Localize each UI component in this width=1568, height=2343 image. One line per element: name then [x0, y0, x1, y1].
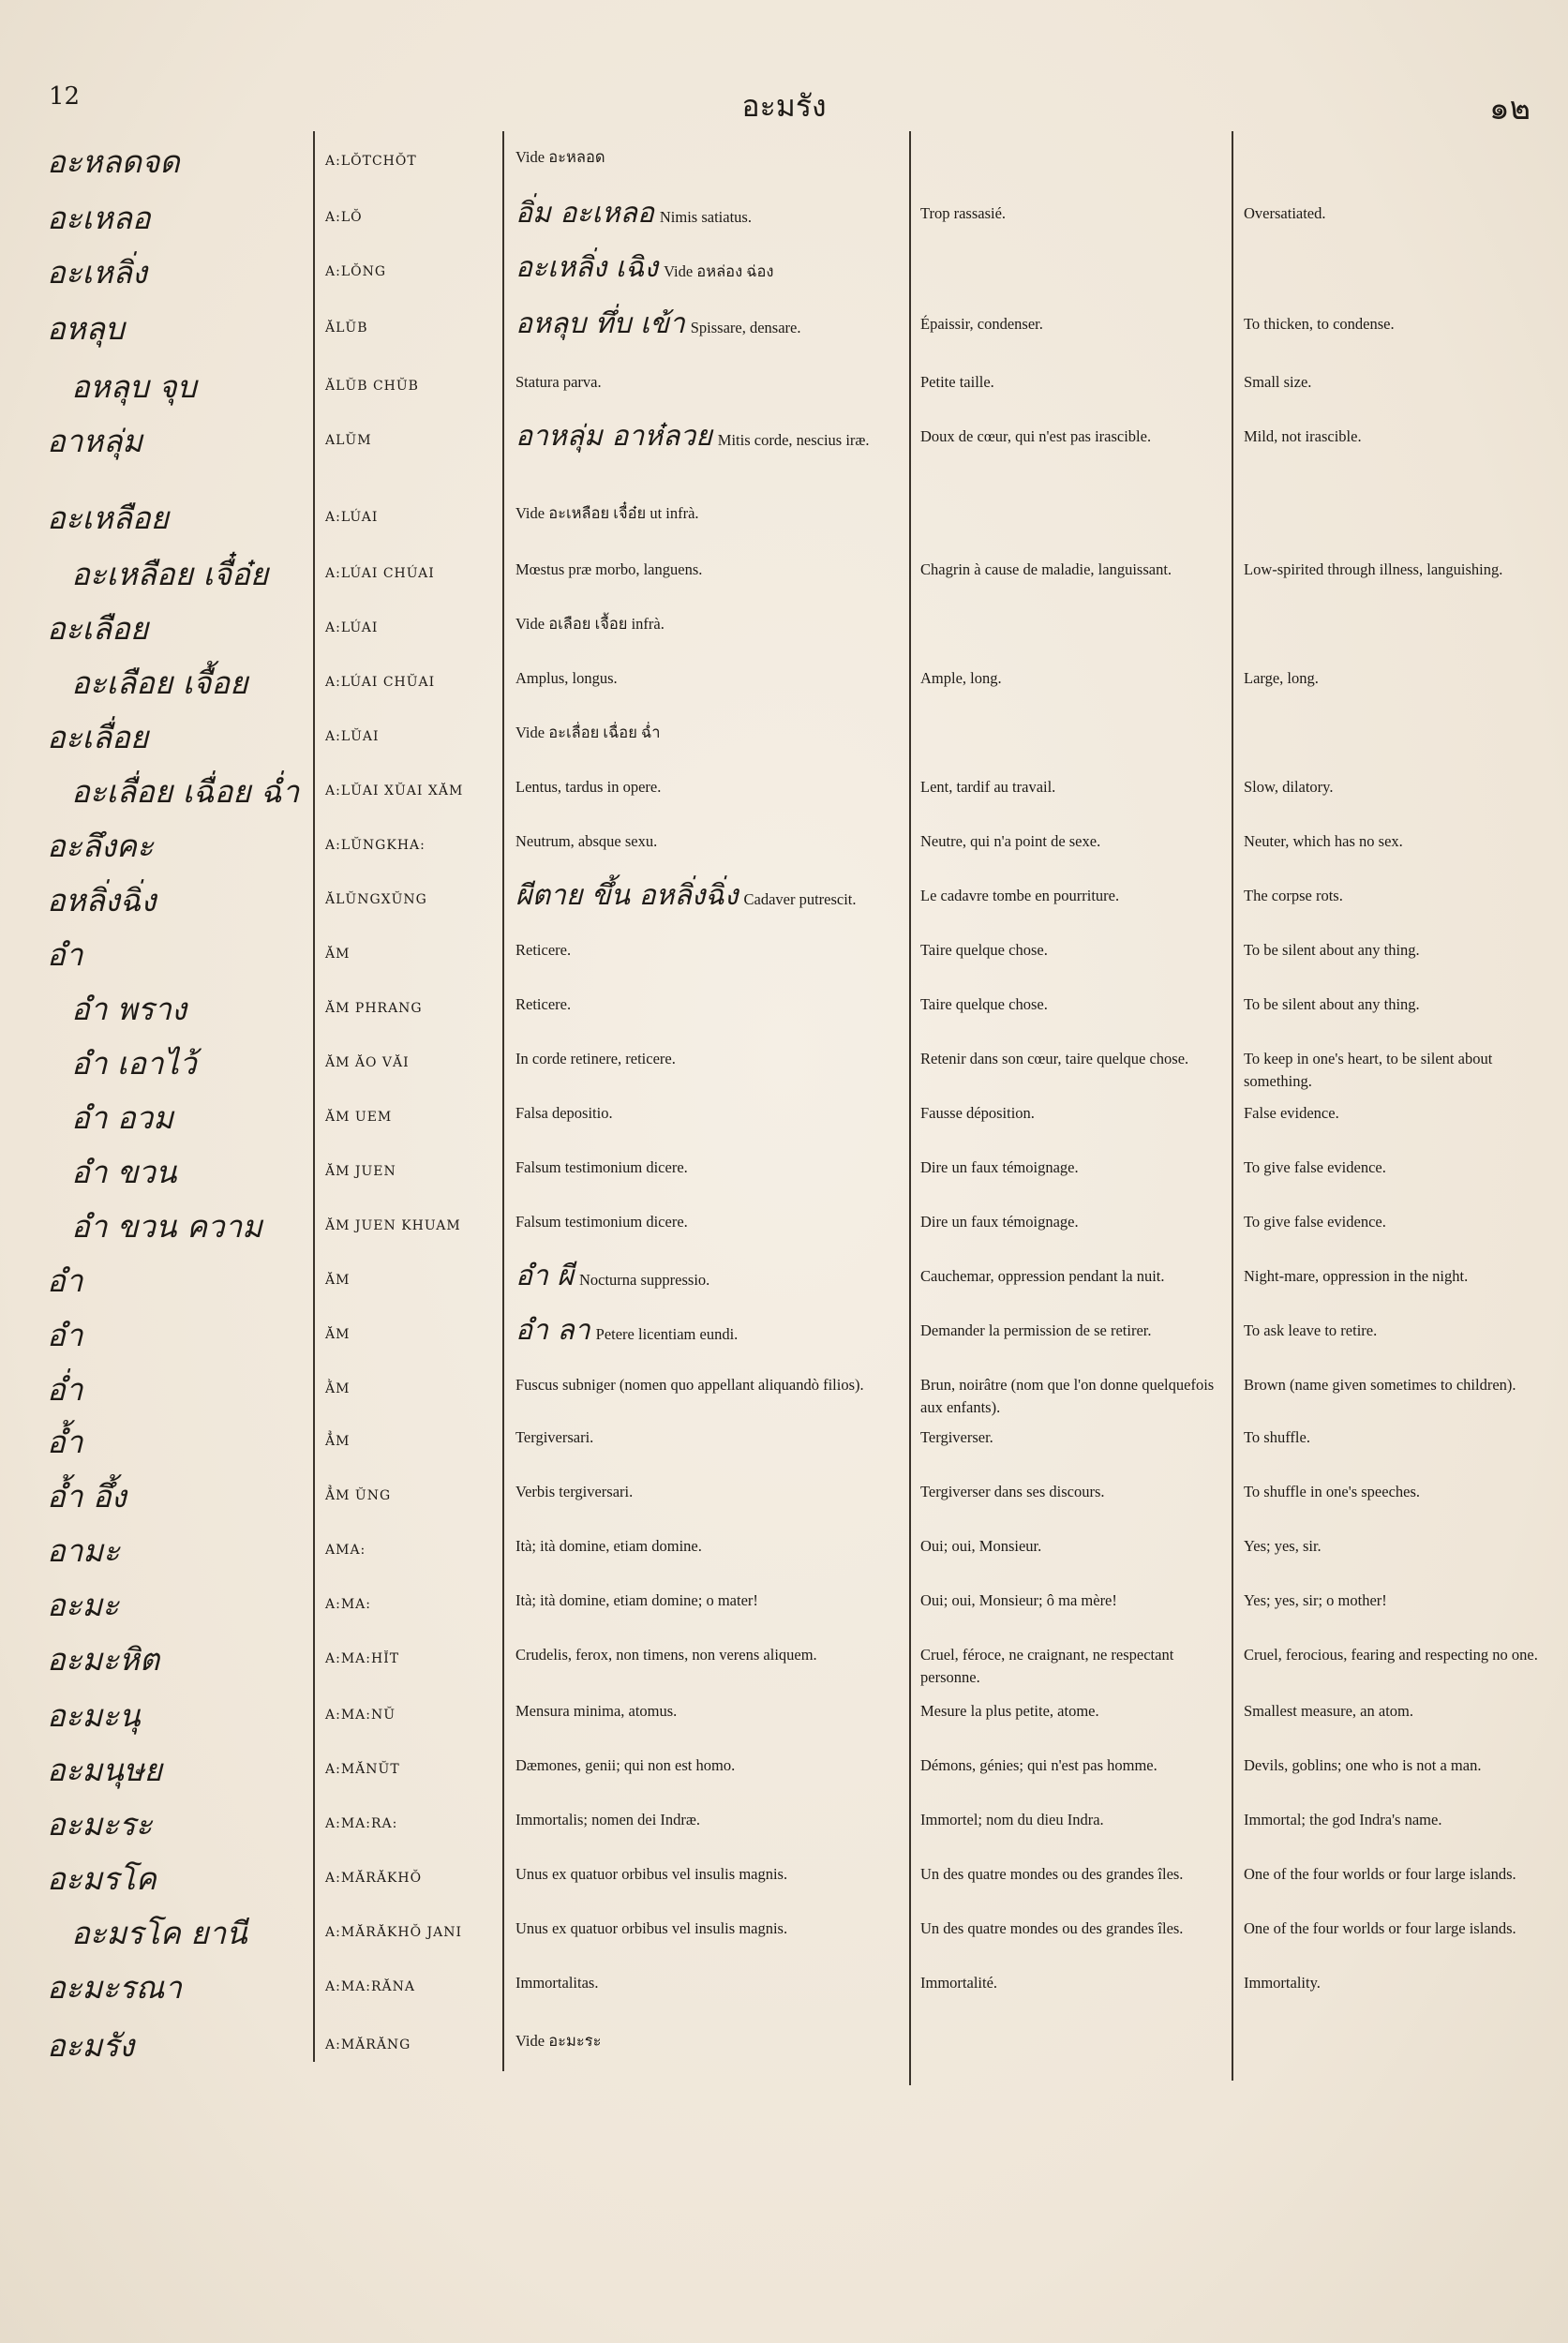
entry-latin: [515, 1700, 907, 1723]
entry-latin: [515, 1157, 907, 1179]
entry-thai-headword: อำ อวม: [71, 1099, 173, 1136]
entry-french: Retenir dans son cœur, taire quelque chose.: [920, 1050, 1189, 1067]
entry-romanization: A:LŬAI XŬAI XĂM: [325, 783, 464, 798]
entry-latin-text: Unus ex quatuor orbibus vel insulis magnis.: [515, 1865, 788, 1883]
entry-english: To shuffle.: [1244, 1428, 1310, 1446]
entry-latin: [515, 251, 907, 284]
entry-latin-thai-phrase: อิ่ม อะเหลอ: [515, 197, 654, 230]
entry-latin: [515, 371, 907, 394]
entry-latin: [515, 1535, 907, 1558]
entry-english: Immortality.: [1244, 1974, 1321, 1992]
entry-row: [0, 307, 1568, 352]
entry-romanization: A:MĂNŬT: [325, 1762, 400, 1777]
entry-latin-text: Mœstus præ morbo, languens.: [515, 560, 703, 578]
entry-thai-headword: อะหลดจด: [47, 143, 180, 180]
entry-latin-text: Falsa depositio.: [515, 1104, 613, 1122]
entry-latin: [515, 1754, 907, 1777]
entry-latin: [515, 667, 907, 690]
entry-thai-headword: อ้ำ อึ้ง: [47, 1478, 127, 1515]
entry-french: Trop rassasié.: [920, 204, 1007, 222]
entry-latin: [515, 1374, 907, 1396]
entry-french: Taire quelque chose.: [920, 941, 1048, 959]
entry-thai-headword: อะเหลอ: [47, 200, 151, 236]
entry-french: Demander la permission de se retirer.: [920, 1321, 1152, 1339]
entry-latin: [515, 197, 907, 230]
entry-romanization: ẰM: [325, 1381, 351, 1396]
entry-romanization: ĂM: [325, 947, 351, 962]
entry-thai-headword: อหลุบ จุบ: [71, 368, 197, 405]
entry-row: [0, 1097, 1568, 1142]
entry-romanization: ẲM: [325, 1434, 351, 1449]
entry-latin: [515, 1918, 907, 1940]
entry-french: Chagrin à cause de maladie, languissant.: [920, 560, 1172, 578]
entry-english: Smallest measure, an atom.: [1244, 1702, 1413, 1720]
entry-french: Démons, génies; qui n'est pas homme.: [920, 1756, 1157, 1774]
entry-romanization: A:MA:RA:: [325, 1816, 398, 1831]
entry-latin-text: Fuscus subniger (nomen quo appellant aliquandò filios).: [515, 1376, 864, 1394]
entry-thai-headword: อะเหลือย เจื๋อ๋ย: [71, 556, 269, 592]
thai-page-number: ๑๒: [1489, 90, 1531, 127]
entry-latin-text: Mensura minima, atomus.: [515, 1702, 678, 1720]
entry-latin: [515, 1644, 907, 1666]
entry-english: To give false evidence.: [1244, 1158, 1386, 1176]
entry-latin-thai-phrase: ผีตาย ขึ้น อหลิ่งฉิ่ง: [515, 879, 739, 912]
entry-english: To give false evidence.: [1244, 1213, 1386, 1231]
entry-latin-text: Vide อหล่อง ฉ่อง: [664, 262, 774, 280]
entry-row: [0, 420, 1568, 465]
entry-english: To shuffle in one's speeches.: [1244, 1483, 1421, 1500]
entry-english: False evidence.: [1244, 1104, 1339, 1122]
entry-french: Tergiverser.: [920, 1428, 993, 1446]
entry-latin-text: Unus ex quatuor orbibus vel insulis magnis.: [515, 1919, 788, 1937]
entry-latin-text: Mitis corde, nescius iræ.: [717, 431, 870, 449]
entry-latin-text: Vide อเลือย เจื้อย infrà.: [515, 615, 665, 633]
entry-latin-thai-phrase: อาหลุ่ม อาห๋ลวย: [515, 420, 712, 453]
entry-thai-headword: อำ ขวน: [71, 1154, 177, 1190]
entry-latin: [515, 1048, 907, 1070]
entry-thai-headword: อหลุบ: [47, 310, 125, 347]
entry-english: The corpse rots.: [1244, 887, 1343, 904]
entry-row: [0, 1803, 1568, 1848]
entry-thai-headword: อะมะหิต: [47, 1641, 160, 1678]
entry-latin-text: Vide อะมะระ: [515, 2032, 602, 2050]
entry-row: [0, 1912, 1568, 1957]
entry-thai-headword: อะเหลือย: [47, 500, 169, 536]
entry-thai-headword: อะเลื่อย เฉื่อย ฉ่ำ: [71, 773, 300, 810]
entry-romanization: A:LÚAI CHÚAI: [325, 566, 435, 581]
entry-row: [0, 251, 1568, 296]
entry-romanization: AMA:: [325, 1543, 366, 1558]
entry-latin-text: Immortalis; nomen dei Indræ.: [515, 1811, 701, 1828]
entry-latin-text: Vide อะเหลือย เจื๋อ๋ย ut infrà.: [515, 504, 699, 522]
entry-row: [0, 553, 1568, 598]
entry-latin: [515, 559, 907, 581]
entry-row: [0, 1151, 1568, 1196]
entry-romanization: A:LÚAI: [325, 510, 379, 525]
entry-romanization: ĂM UEM: [325, 1110, 393, 1125]
entry-french: Oui; oui, Monsieur; ô ma mère!: [920, 1591, 1117, 1609]
entry-latin-text: In corde retinere, reticere.: [515, 1050, 676, 1067]
entry-row: [0, 1749, 1568, 1794]
entry-romanization: ALŬM: [325, 433, 372, 448]
entry-thai-headword: อะมะ: [47, 1587, 120, 1623]
entry-row: [0, 366, 1568, 410]
entry-romanization: A:MA:NŬ: [325, 1708, 396, 1723]
entry-row: [0, 1314, 1568, 1359]
entry-thai-headword: อามะ: [47, 1532, 120, 1569]
entry-thai-headword: อำ: [47, 936, 83, 973]
entry-latin-text: Reticere.: [515, 941, 572, 959]
entry-latin-text: Ità; ità domine, etiam domine; o mater!: [515, 1591, 758, 1609]
entry-romanization: ĂLŬB: [325, 321, 368, 336]
entry-latin-text: Falsum testimonium dicere.: [515, 1213, 688, 1231]
entry-english: To ask leave to retire.: [1244, 1321, 1378, 1339]
entry-row: [0, 1260, 1568, 1305]
entry-french: Brun, noirâtre (nom que l'on donne quelquefois aux enfants).: [920, 1376, 1215, 1416]
entry-english: Devils, goblins; one who is not a man.: [1244, 1756, 1482, 1774]
entry-english: Small size.: [1244, 373, 1312, 391]
entry-thai-headword: อะมะระ: [47, 1806, 153, 1843]
entry-row: [0, 716, 1568, 761]
entry-romanization: A:MĂRĂKHŎ: [325, 1871, 423, 1886]
entry-english: Oversatiated.: [1244, 204, 1326, 222]
entry-latin: [515, 1481, 907, 1503]
entry-romanization: ĂLŬNGXŬNG: [325, 892, 427, 907]
page-number: 12: [49, 82, 81, 111]
entry-latin-text: Ità; ità domine, etiam domine.: [515, 1537, 702, 1555]
entry-latin: [515, 1260, 907, 1292]
entry-latin: [515, 2030, 907, 2052]
entry-french: Lent, tardif au travail.: [920, 778, 1056, 796]
entry-romanization: ĂM: [325, 1327, 351, 1342]
entry-row: [0, 1530, 1568, 1574]
entry-latin-thai-phrase: อำ ลา: [515, 1314, 590, 1347]
entry-latin-text: Verbis tergiversari.: [515, 1483, 634, 1500]
entry-latin: [515, 830, 907, 853]
entry-french: Taire quelque chose.: [920, 995, 1048, 1013]
entry-french: Doux de cœur, qui n'est pas irascible.: [920, 427, 1152, 445]
entry-latin-thai-phrase: อำ ผี: [515, 1260, 574, 1292]
entry-romanization: ĂM PHRANG: [325, 1001, 423, 1016]
entry-english: Brown (name given sometimes to children).: [1244, 1376, 1516, 1394]
entry-english: To keep in one's heart, to be silent about something.: [1244, 1050, 1493, 1090]
entry-romanization: A:LŎ: [325, 210, 363, 225]
entry-latin: [515, 1863, 907, 1886]
entry-french: Dire un faux témoignage.: [920, 1158, 1079, 1176]
entry-romanization: A:LŎNG: [325, 264, 387, 279]
entry-row: [0, 1368, 1568, 1416]
entry-french: Tergiverser dans ses discours.: [920, 1483, 1105, 1500]
entry-french: Immortalité.: [920, 1974, 998, 1992]
entry-row: [0, 197, 1568, 242]
entry-thai-headword: อะมะรณา: [47, 1969, 182, 2006]
entry-latin: [515, 1972, 907, 1994]
entry-row: [0, 1638, 1568, 1686]
entry-latin-text: Amplus, longus.: [515, 669, 618, 687]
entry-row: [0, 825, 1568, 870]
entry-thai-headword: อะมนุษย: [47, 1752, 162, 1788]
entry-row: [0, 1421, 1568, 1466]
entry-english: One of the four worlds or four large islands.: [1244, 1865, 1516, 1883]
entry-romanization: ẲM ŬNG: [325, 1488, 392, 1503]
entry-thai-headword: อะเลื่อย: [47, 719, 149, 755]
entry-french: Ample, long.: [920, 669, 1002, 687]
entry-romanization: A:LŬNGKHA:: [325, 838, 426, 853]
entry-latin-text: Neutrum, absque sexu.: [515, 832, 658, 850]
entry-english: Immortal; the god Indra's name.: [1244, 1811, 1442, 1828]
entry-latin: [515, 502, 907, 525]
entry-latin-text: Lentus, tardus in opere.: [515, 778, 662, 796]
entry-latin-text: Statura parva.: [515, 373, 602, 391]
entry-english: Slow, dilatory.: [1244, 778, 1334, 796]
entry-french: Dire un faux témoignage.: [920, 1213, 1079, 1231]
entry-thai-headword: อะมะนุ: [47, 1697, 141, 1734]
entry-thai-headword: อ่ำ: [47, 1371, 83, 1408]
entry-latin: [515, 776, 907, 798]
entry-thai-headword: อหลิ่งฉิ่ง: [47, 882, 157, 918]
entry-romanization: ĂM ĂO VĂI: [325, 1055, 410, 1070]
entry-french: Mesure la plus petite, atome.: [920, 1702, 1099, 1720]
entry-latin: [515, 613, 907, 635]
entry-row: [0, 2024, 1568, 2069]
entry-thai-headword: อะมรโค ยานี: [71, 1915, 247, 1951]
entry-latin: [515, 307, 907, 340]
entry-english: Night-mare, oppression in the night.: [1244, 1267, 1469, 1285]
entry-french: Le cadavre tombe en pourriture.: [920, 887, 1120, 904]
entry-row: [0, 1205, 1568, 1250]
entry-row: [0, 933, 1568, 978]
entry-row: [0, 497, 1568, 542]
entry-latin-text: Petere licentiam eundi.: [595, 1325, 739, 1343]
entry-latin-text: Nimis satiatus.: [659, 208, 752, 226]
entry-english: Low-spirited through illness, languishing.: [1244, 560, 1503, 578]
entry-thai-headword: อำ เอาไว้: [71, 1045, 197, 1082]
entry-latin-text: Vide อะหลอด: [515, 148, 605, 166]
entry-romanization: ĂM JUEN KHUAM: [325, 1218, 461, 1233]
entry-french: Neutre, qui n'a point de sexe.: [920, 832, 1101, 850]
entry-english: Cruel, ferocious, fearing and respecting no one.: [1244, 1646, 1538, 1664]
entry-romanization: ĂM JUEN: [325, 1164, 396, 1179]
entry-latin: [515, 420, 907, 453]
entry-latin-text: Vide อะเลื่อย เฉื่อย ฉ่ำ: [515, 724, 661, 741]
entry-english: To be silent about any thing.: [1244, 941, 1420, 959]
entry-latin: [515, 939, 907, 962]
entry-english: To thicken, to condense.: [1244, 315, 1395, 333]
entry-row: [0, 988, 1568, 1033]
entry-row: [0, 1584, 1568, 1629]
entry-latin: [515, 1211, 907, 1233]
entry-thai-headword: อะลึงคะ: [47, 828, 154, 864]
entry-thai-headword: อำ: [47, 1262, 83, 1299]
entry-romanization: A:MĂRĂKHŎ JANI: [325, 1925, 463, 1940]
entry-latin: [515, 1102, 907, 1125]
entry-thai-headword: อำ ขวน ความ: [71, 1208, 262, 1245]
entry-latin-text: Cadaver putrescit.: [743, 890, 857, 908]
running-headword: อะมรัง: [741, 88, 827, 124]
entry-latin: [515, 1314, 907, 1347]
entry-french: Un des quatre mondes ou des grandes îles.: [920, 1919, 1184, 1937]
entry-latin-text: Falsum testimonium dicere.: [515, 1158, 688, 1176]
entry-romanization: ĂLŬB CHŬB: [325, 379, 419, 394]
entry-row: [0, 1966, 1568, 2011]
entry-row: [0, 770, 1568, 815]
entry-row: [0, 1694, 1568, 1739]
entry-latin-text: Tergiversari.: [515, 1428, 594, 1446]
entry-row: [0, 607, 1568, 652]
entry-french: Cauchemar, oppression pendant la nuit.: [920, 1267, 1165, 1285]
entry-latin-thai-phrase: อะเหลิ่ง เฉิง: [515, 251, 659, 284]
entry-row: [0, 662, 1568, 707]
entry-latin: [515, 146, 907, 169]
entry-french: Oui; oui, Monsieur.: [920, 1537, 1042, 1555]
entry-french: Immortel; nom du dieu Indra.: [920, 1811, 1104, 1828]
entry-english: Yes; yes, sir.: [1244, 1537, 1322, 1555]
entry-thai-headword: อำ พราง: [71, 991, 187, 1027]
entry-thai-headword: อะมรโค: [47, 1860, 157, 1897]
entry-romanization: A:MA:RĂNA: [325, 1979, 416, 1994]
entry-row: [0, 879, 1568, 924]
entry-thai-headword: อำ: [47, 1317, 83, 1353]
entry-latin-thai-phrase: อหลุบ ทึ่บ เข้า: [515, 307, 685, 340]
entry-english: To be silent about any thing.: [1244, 995, 1420, 1013]
entry-french: Épaissir, condenser.: [920, 315, 1043, 333]
entry-latin-text: Reticere.: [515, 995, 572, 1013]
entry-english: Yes; yes, sir; o mother!: [1244, 1591, 1387, 1609]
entry-romanization: ĂM: [325, 1273, 351, 1288]
entry-romanization: A:LŬAI: [325, 729, 380, 744]
entry-latin: [515, 879, 907, 912]
entry-latin-text: Dæmones, genii; qui non est homo.: [515, 1756, 736, 1774]
entry-thai-headword: อะเหลิ่ง: [47, 254, 147, 291]
entry-latin: [515, 1589, 907, 1612]
entry-romanization: A:MA:HĬT: [325, 1651, 400, 1666]
entry-latin: [515, 1809, 907, 1831]
entry-thai-headword: อะมรัง: [47, 2027, 135, 2064]
entry-thai-headword: อะเลือย: [47, 610, 149, 647]
entry-latin-text: Nocturna suppressio.: [578, 1271, 710, 1289]
entry-latin-text: Crudelis, ferox, non timens, non verens aliquem.: [515, 1646, 817, 1664]
entry-english: Mild, not irascible.: [1244, 427, 1362, 445]
entry-romanization: A:LŎTCHŎT: [325, 154, 417, 169]
entry-thai-headword: อ้ำ: [47, 1424, 83, 1460]
entry-row: [0, 1475, 1568, 1520]
entry-romanization: A:MA:: [325, 1597, 371, 1612]
entry-romanization: A:LÚAI CHŬAI: [325, 675, 436, 690]
entry-latin: [515, 1426, 907, 1449]
entry-row: [0, 1042, 1568, 1090]
entry-english: Large, long.: [1244, 669, 1319, 687]
entry-french: Un des quatre mondes ou des grandes îles.: [920, 1865, 1184, 1883]
entry-french: Fausse déposition.: [920, 1104, 1035, 1122]
entry-latin: [515, 993, 907, 1016]
entry-thai-headword: อะเลือย เจื้อย: [71, 664, 248, 701]
entry-romanization: A:MĂRĂNG: [325, 2037, 411, 2052]
entry-row: [0, 1858, 1568, 1903]
entry-english: Neuter, which has no sex.: [1244, 832, 1403, 850]
entry-latin-text: Immortalitas.: [515, 1974, 599, 1992]
entry-thai-headword: อาหลุ่ม: [47, 423, 143, 459]
entry-latin-text: Spissare, densare.: [690, 319, 801, 336]
entry-romanization: A:LÚAI: [325, 620, 379, 635]
entry-latin: [515, 722, 907, 744]
entry-row: [0, 141, 1568, 186]
entry-french: Petite taille.: [920, 373, 994, 391]
entry-french: Cruel, féroce, ne craignant, ne respectant personne.: [920, 1646, 1174, 1686]
entry-english: One of the four worlds or four large islands.: [1244, 1919, 1516, 1937]
